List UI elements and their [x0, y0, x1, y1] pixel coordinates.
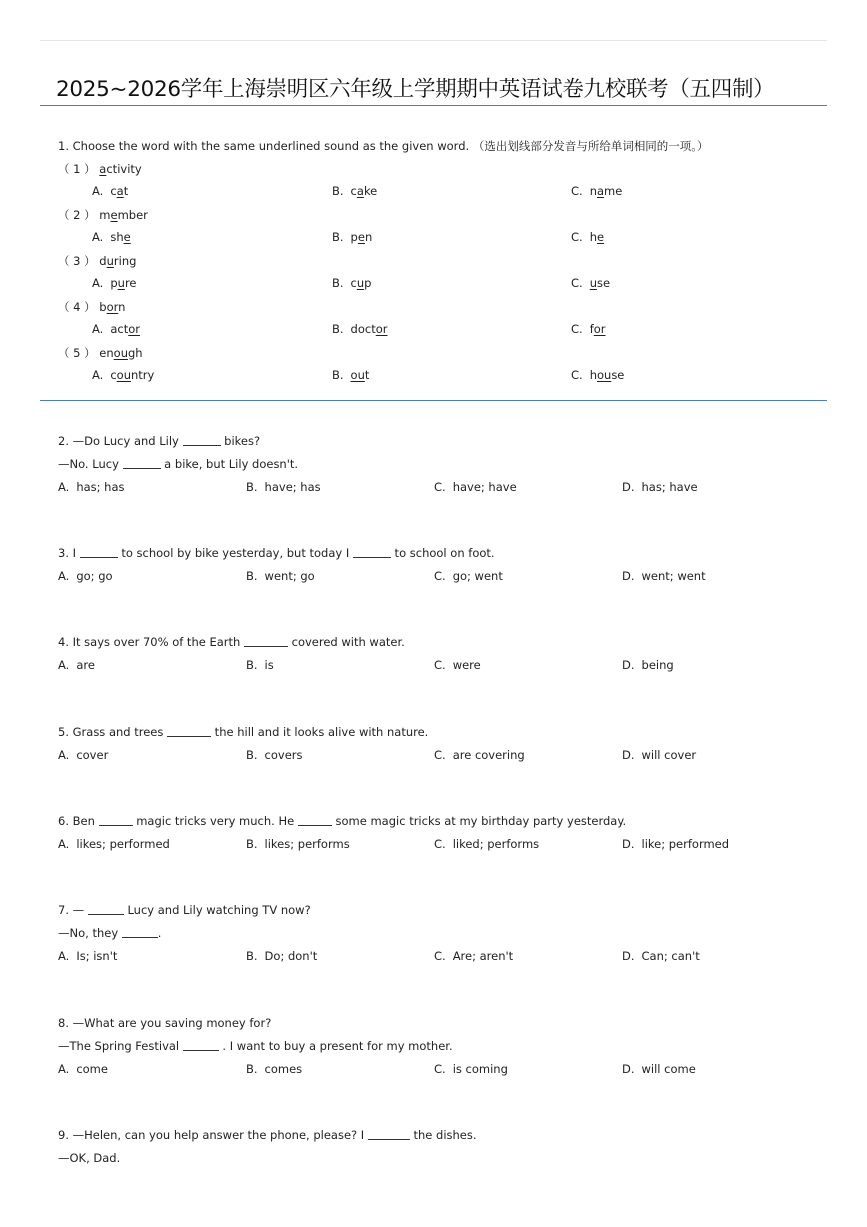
option-a: A. cat: [92, 184, 129, 198]
option-b: [246, 480, 321, 494]
option-key: B.: [246, 569, 258, 583]
option-d: [622, 949, 700, 963]
option-key: D.: [622, 748, 635, 762]
option-a: [58, 658, 95, 672]
option-c: [434, 1062, 508, 1076]
answer-blank: [353, 546, 391, 558]
option-key: C.: [571, 276, 583, 290]
option-key: B.: [332, 230, 344, 244]
option-a: A. pure: [92, 276, 137, 290]
section-divider: [40, 400, 827, 401]
option-text: will come: [641, 1062, 696, 1076]
option-text: comes: [264, 1062, 303, 1076]
question-text: 3. I to school by bike yesterday, but today I to school on foot.: [58, 546, 495, 560]
option-text: go; went: [452, 569, 503, 583]
option-key: C.: [434, 748, 446, 762]
option-text: Is; isn't: [76, 949, 118, 963]
option-key: D.: [622, 569, 635, 583]
option-key: D.: [622, 658, 635, 672]
question-text: —The Spring Festival . I want to buy a present for my mother.: [58, 1039, 453, 1053]
question-text: 7. — Lucy and Lily watching TV now?: [58, 903, 311, 917]
option-key: B.: [332, 276, 344, 290]
option-c: [434, 748, 525, 762]
underlined-sound: a: [99, 162, 107, 176]
option-key: C.: [571, 230, 583, 244]
underlined-sound: ou: [350, 368, 365, 382]
option-text: covers: [264, 748, 303, 762]
underlined-sound: or: [106, 300, 119, 314]
option-c: [434, 837, 539, 851]
option-c: [434, 658, 481, 672]
question-text: —OK, Dad.: [58, 1151, 121, 1165]
option-text: liked; performs: [452, 837, 540, 851]
given-word: （ 3 ） during: [58, 254, 137, 268]
question-text: 2. —Do Lucy and Lily bikes?: [58, 434, 261, 448]
option-key: A.: [92, 368, 104, 382]
option-b: B. cup: [332, 276, 372, 290]
option-c: C. he: [571, 230, 605, 244]
given-word: （ 2 ） member: [58, 208, 148, 222]
option-key: A.: [58, 658, 70, 672]
option-key: C.: [434, 480, 446, 494]
option-a: [58, 949, 117, 963]
underlined-sound: or: [375, 322, 388, 336]
option-key: B.: [246, 748, 258, 762]
option-text: went; go: [264, 569, 315, 583]
underlined-sound: e: [123, 230, 131, 244]
top-rule: [40, 40, 827, 41]
option-key: C.: [571, 368, 583, 382]
option-key: D.: [622, 837, 635, 851]
option-text: Can; can't: [641, 949, 700, 963]
option-text: are: [76, 658, 95, 672]
underlined-sound: a: [596, 184, 605, 198]
given-word: （ 5 ） enough: [58, 346, 143, 360]
answer-blank: [122, 926, 158, 938]
option-text: will cover: [641, 748, 697, 762]
answer-blank: [368, 1128, 410, 1140]
given-word: （ 4 ） born: [58, 300, 126, 314]
option-d: [622, 837, 729, 851]
answer-blank: [88, 903, 124, 915]
underlined-sound: u: [589, 276, 597, 290]
question-text: 8. —What are you saving money for?: [58, 1016, 272, 1030]
option-c: C. use: [571, 276, 611, 290]
option-key: A.: [58, 837, 70, 851]
option-d: [622, 569, 706, 583]
question-text: —No. Lucy a bike, but Lily doesn't.: [58, 457, 299, 471]
option-c: [434, 480, 517, 494]
option-key: C.: [571, 322, 583, 336]
option-key: A.: [92, 276, 104, 290]
option-text: cover: [76, 748, 109, 762]
answer-blank: [99, 814, 133, 826]
option-text: being: [641, 658, 674, 672]
option-text: come: [76, 1062, 108, 1076]
option-d: [622, 658, 674, 672]
option-text: Do; don't: [264, 949, 318, 963]
option-text: were: [452, 658, 481, 672]
option-b: [246, 748, 303, 762]
option-key: A.: [58, 569, 70, 583]
underlined-sound: u: [356, 276, 365, 290]
question-text: 5. Grass and trees the hill and it looks alive with nature.: [58, 725, 429, 739]
option-text: likes; performs: [264, 837, 350, 851]
option-key: A.: [92, 322, 104, 336]
underlined-sound: e: [357, 230, 365, 244]
option-a: A. actor: [92, 322, 140, 336]
option-key: C.: [434, 837, 446, 851]
option-b: [246, 949, 317, 963]
underlined-sound: or: [593, 322, 606, 336]
option-d: [622, 748, 696, 762]
option-a: A. she: [92, 230, 131, 244]
option-b: [246, 658, 274, 672]
option-key: C.: [434, 949, 446, 963]
underlined-sound: e: [110, 208, 118, 222]
option-key: B.: [246, 480, 258, 494]
option-text: has; have: [641, 480, 698, 494]
title-divider: [40, 105, 827, 106]
answer-blank: [183, 1039, 219, 1051]
underlined-sound: ou: [116, 368, 131, 382]
underlined-sound: e: [596, 230, 605, 244]
option-key: A.: [58, 480, 70, 494]
option-key: A.: [58, 1062, 70, 1076]
option-text: likes; performed: [76, 837, 170, 851]
option-a: A. country: [92, 368, 155, 382]
question-text: 4. It says over 70% of the Earth covered with water.: [58, 635, 405, 649]
option-text: have; have: [452, 480, 517, 494]
option-a: [58, 569, 113, 583]
underlined-sound: ou: [596, 368, 612, 382]
option-key: A.: [58, 748, 70, 762]
option-key: C.: [434, 569, 446, 583]
option-text: Are; aren't: [452, 949, 514, 963]
answer-blank: [244, 635, 288, 647]
underlined-sound: or: [128, 322, 140, 336]
answer-blank: [183, 434, 221, 446]
underlined-sound: u: [117, 276, 125, 290]
option-text: has; has: [76, 480, 125, 494]
option-key: B.: [332, 368, 344, 382]
underlined-sound: u: [106, 254, 114, 268]
option-b: [246, 1062, 302, 1076]
underlined-sound: ou: [113, 346, 128, 360]
question-text: —No, they .: [58, 926, 162, 940]
option-a: [58, 480, 125, 494]
question-text: 6. Ben magic tricks very much. He some magic tricks at my birthday party yesterday.: [58, 814, 627, 828]
option-key: A.: [92, 230, 104, 244]
option-d: [622, 1062, 696, 1076]
option-key: C.: [434, 658, 446, 672]
option-text: like; performed: [641, 837, 730, 851]
option-text: are covering: [452, 748, 525, 762]
option-text: went; went: [641, 569, 706, 583]
underlined-sound: a: [116, 184, 124, 198]
option-text: is coming: [452, 1062, 508, 1076]
answer-blank: [298, 814, 332, 826]
option-key: B.: [246, 658, 258, 672]
option-key: A.: [58, 949, 70, 963]
option-key: B.: [332, 322, 344, 336]
question-stem: 1. Choose the word with the same underlined sound as the given word. （选出划线部分发音与所给单词相同的一项。）: [58, 139, 709, 153]
option-a: [58, 1062, 108, 1076]
given-word: （ 1 ） activity: [58, 162, 142, 176]
option-key: B.: [332, 184, 344, 198]
option-d: [622, 480, 698, 494]
option-c: [434, 949, 513, 963]
option-key: C.: [571, 184, 583, 198]
question-text: 9. —Helen, can you help answer the phone, please? I the dishes.: [58, 1128, 477, 1142]
option-a: [58, 837, 170, 851]
option-text: is: [264, 658, 274, 672]
option-b: B. pen: [332, 230, 373, 244]
page-title: 2025~2026学年上海崇明区六年级上学期期中英语试卷九校联考（五四制）: [56, 77, 775, 102]
option-c: [434, 569, 503, 583]
option-key: D.: [622, 1062, 635, 1076]
answer-blank: [167, 725, 211, 737]
option-key: D.: [622, 480, 635, 494]
option-b: [246, 837, 350, 851]
option-b: [246, 569, 315, 583]
option-c: C. name: [571, 184, 623, 198]
option-key: A.: [92, 184, 104, 198]
answer-blank: [80, 546, 118, 558]
underlined-sound: a: [356, 184, 364, 198]
answer-blank: [123, 457, 161, 469]
option-c: C. for: [571, 322, 606, 336]
option-text: have; has: [264, 480, 321, 494]
option-key: B.: [246, 1062, 258, 1076]
option-c: C. house: [571, 368, 625, 382]
option-key: D.: [622, 949, 635, 963]
option-key: B.: [246, 949, 258, 963]
option-a: [58, 748, 108, 762]
option-key: B.: [246, 837, 258, 851]
option-text: go; go: [76, 569, 113, 583]
option-key: C.: [434, 1062, 446, 1076]
option-b: B. doctor: [332, 322, 388, 336]
option-b: B. out: [332, 368, 370, 382]
option-b: B. cake: [332, 184, 378, 198]
